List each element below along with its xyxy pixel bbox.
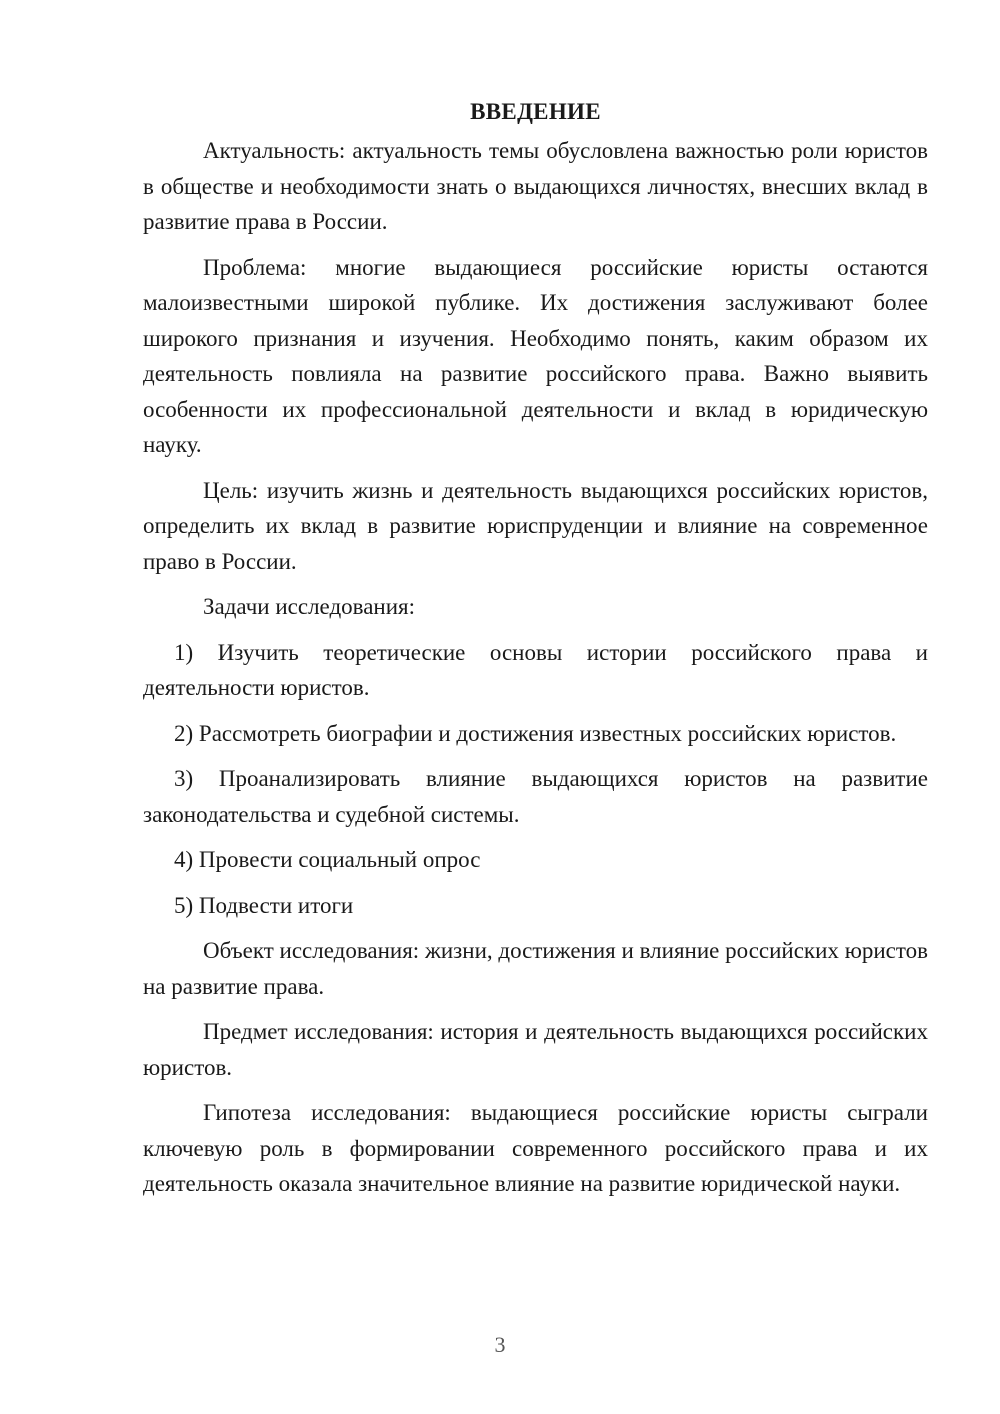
task-item: 4) Провести социальный опрос <box>174 847 481 872</box>
tasks-heading: Задачи исследования: <box>203 594 416 619</box>
task-item: 5) Подвести итоги <box>174 892 354 918</box>
object-paragraph: Объект исследования: жизни, достижения и влияние российских юристов на развитие права. <box>143 938 928 999</box>
document-page <box>143 95 928 1212</box>
problem-paragraph: Проблема: многие выдающиеся российские юристы остаются малоизвестными широкой публике. Их достижения заслуживают более широкого признания и изучения. Необходимо понять, каким образом их деятельность повлияла на развитие российского права. Важно выявить особенности их профессиональной деятельности и вклад в юридическую науку. <box>143 254 928 457</box>
section-title: ВВЕДЕНИЕ <box>470 99 601 124</box>
hypothesis-paragraph: Гипотеза исследования: выдающиеся российские юристы сыграли ключевую роль в формировании современного российского права и их деятельность оказала значительное влияние на развитие юридической науки. <box>143 1100 928 1196</box>
goal-paragraph: Цель: изучить жизнь и деятельность выдающихся российских юристов, определить их вклад в развитие юриспруденции и влияние на современное право в России. <box>143 477 928 574</box>
task-item: 1) Изучить теоретические основы истории российского права и деятельности юристов. <box>143 639 928 700</box>
page-number: 3 <box>494 1332 506 1357</box>
relevance-paragraph: Актуальность: актуальность темы обусловлена важностью роли юристов в обществе и необходимости знать о выдающихся личностях, внесших вклад в развитие права в России. <box>143 138 928 234</box>
task-item: 3) Проанализировать влияние выдающихся юристов на развитие законодательства и судебной системы. <box>143 766 928 827</box>
task-item: 2) Рассмотреть биографии и достижения известных российских юристов. <box>174 720 897 746</box>
subject-paragraph: Предмет исследования: история и деятельность выдающихся российских юристов. <box>143 1019 928 1080</box>
